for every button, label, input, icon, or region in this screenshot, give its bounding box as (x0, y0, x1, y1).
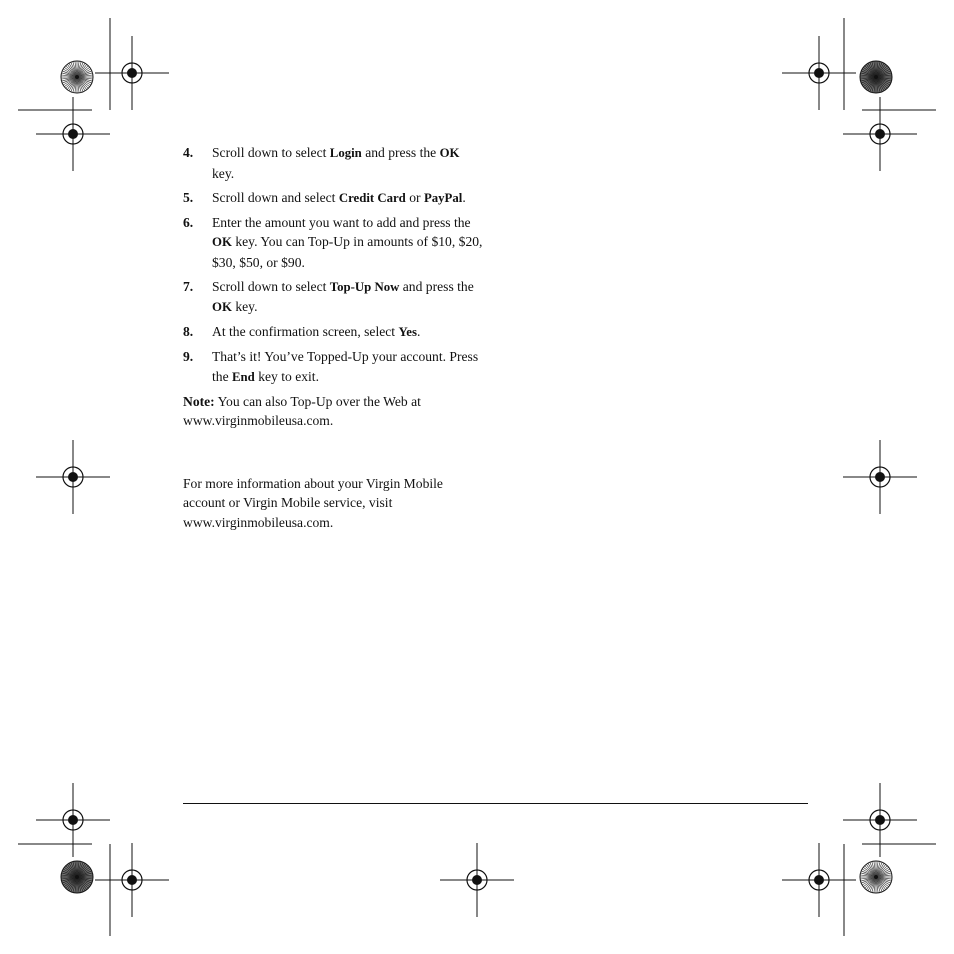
step-item (183, 322, 483, 343)
star-center (75, 75, 79, 79)
note-label: Note: (183, 393, 215, 409)
step-number: 7. (183, 278, 194, 294)
footer-rule (183, 803, 808, 804)
step-text-segment: Scroll down to select (212, 145, 330, 160)
step-text-segment: At the confirmation screen, select (212, 324, 399, 339)
step-item (183, 213, 483, 273)
step-text-segment: Scroll down to select (212, 278, 330, 294)
step-text (212, 188, 483, 209)
step-list (183, 143, 483, 387)
step-item (183, 347, 483, 387)
step-text-segment: or (405, 189, 424, 205)
step-item (183, 143, 483, 183)
key-label: Credit Card (338, 190, 406, 205)
step-number: 8. (183, 324, 194, 339)
step-number: 4. (183, 145, 194, 160)
star-center (75, 875, 79, 879)
step-text (212, 322, 483, 343)
step-text-segment: and press the (399, 278, 474, 294)
step-number: 6. (183, 214, 194, 230)
step-text-segment: Enter the amount you want to add and press the (212, 214, 471, 230)
step-text-segment: . (416, 324, 421, 339)
note-text: You can also Top-Up over the Web at www.virginmobileusa.com. (183, 393, 421, 428)
step-text-segment: key. (231, 299, 258, 314)
info-paragraph: For more information about your Virgin Mobile account or Virgin Mobile service, visit www.virginmobileusa.com. (183, 475, 443, 530)
step-text-segment: and press the (361, 145, 440, 160)
step-text-segment: Scroll down and select (212, 189, 339, 205)
note-paragraph (183, 392, 483, 431)
step-text-segment: key to exit. (254, 368, 319, 384)
step-number: 5. (183, 189, 194, 205)
key-label: PayPal (423, 190, 463, 205)
key-label: OK (212, 300, 232, 314)
step-text (212, 347, 483, 387)
key-label: OK (439, 146, 460, 160)
star-center (874, 875, 878, 879)
step-text-segment: . (462, 189, 466, 205)
step-text (212, 143, 483, 183)
step-text-segment: That’s it! You’ve Topped-Up your account. Press the (212, 349, 479, 384)
step-text (212, 213, 483, 273)
step-item (183, 277, 483, 318)
key-label: Login (329, 146, 362, 160)
star-center (874, 75, 878, 79)
key-label: Yes (398, 325, 417, 339)
step-text-segment: key. (212, 165, 235, 181)
step-text-segment: key. You can Top-Up in amounts of $10, $20, $30, $50, or $90. (212, 234, 483, 270)
key-label: OK (212, 235, 232, 249)
step-text (212, 277, 483, 318)
instructions-section (183, 143, 483, 532)
step-number: 9. (183, 349, 194, 364)
key-label: Top-Up Now (329, 279, 400, 294)
step-item (183, 188, 483, 209)
key-label: End (232, 369, 255, 384)
